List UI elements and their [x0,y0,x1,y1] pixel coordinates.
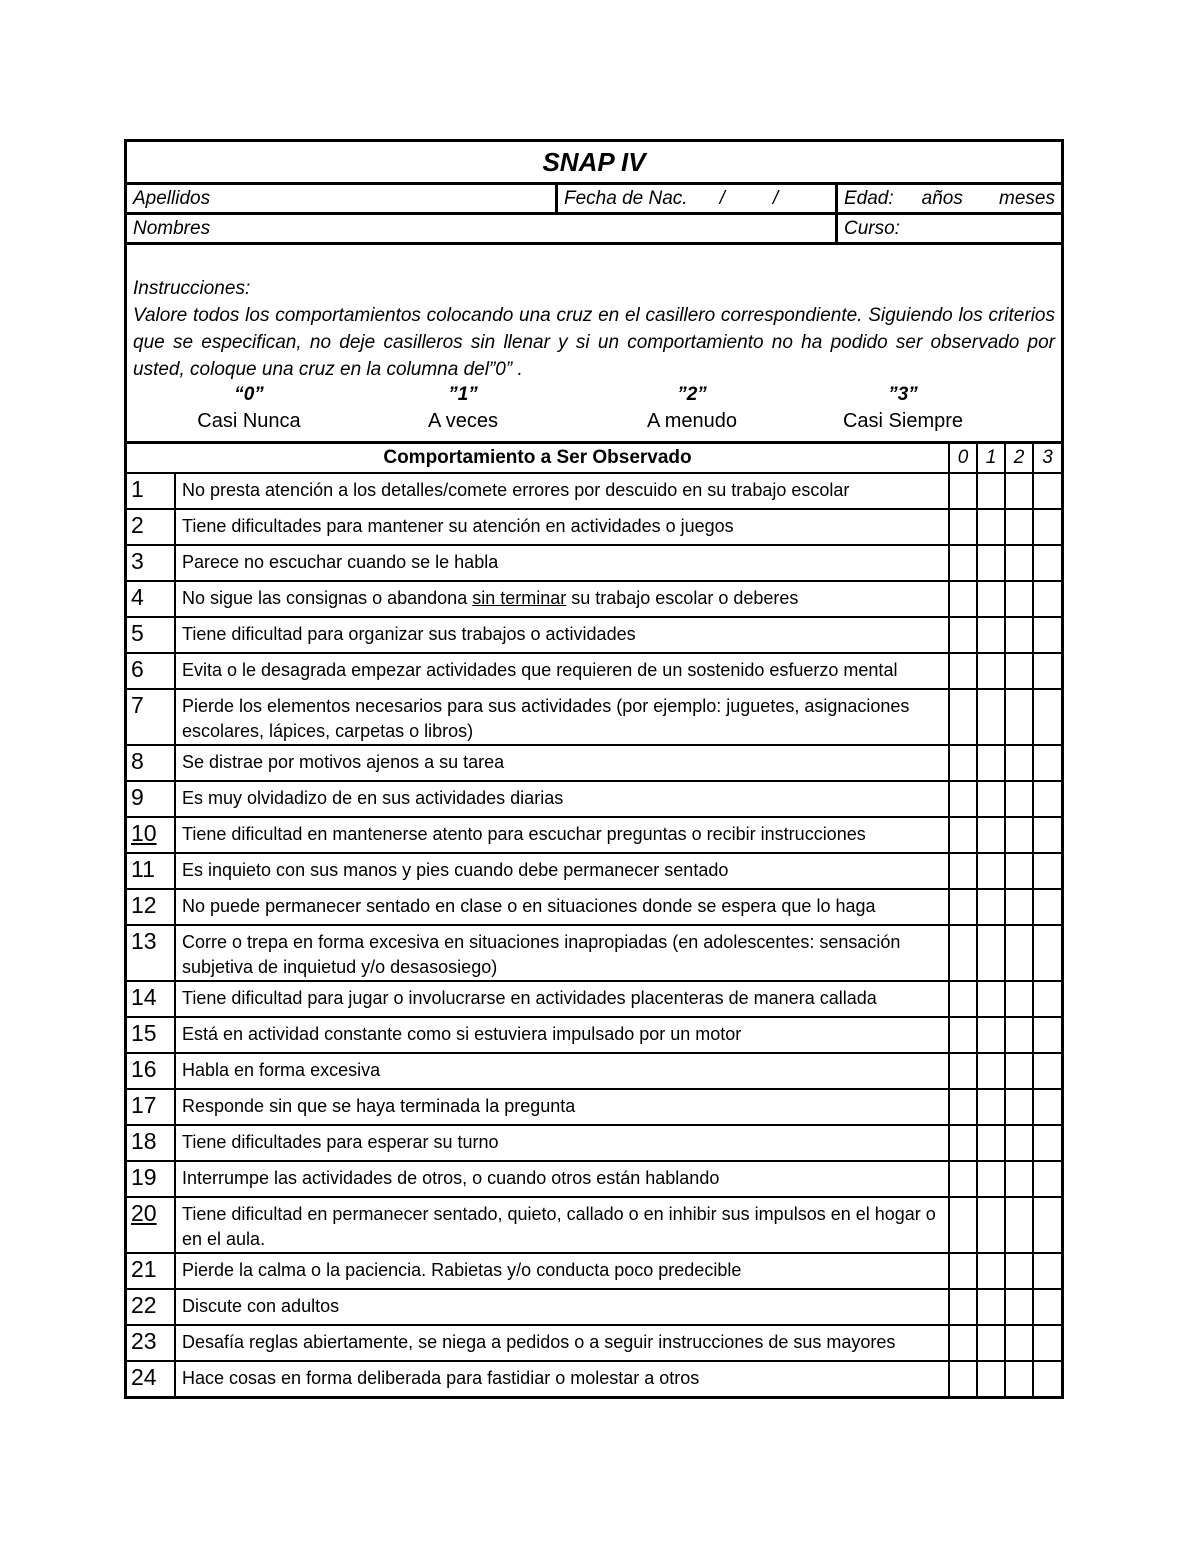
item-number: 19 [127,1161,175,1197]
score-box-0[interactable] [949,1289,977,1325]
score-box-1[interactable] [977,473,1005,509]
score-box-3[interactable] [1033,1053,1061,1089]
table-row [127,1361,1061,1396]
score-box-2[interactable] [1005,1017,1033,1053]
table-row [127,689,1061,745]
item-text: Tiene dificultades para mantener su atención en actividades o juegos [175,509,949,545]
score-box-0[interactable] [949,1253,977,1289]
table-row [127,509,1061,545]
score-box-1[interactable] [977,745,1005,781]
score-box-1[interactable] [977,1017,1005,1053]
fecha-nac-label: Fecha de Nac. [564,188,688,209]
score-box-1[interactable] [977,1253,1005,1289]
score-box-3[interactable] [1033,1197,1061,1253]
score-box-1[interactable] [977,545,1005,581]
item-text: Interrumpe las actividades de otros, o cuando otros están hablando [175,1161,949,1197]
item-number: 18 [127,1125,175,1161]
score-box-1[interactable] [977,817,1005,853]
nombres-label: Nombres [133,218,211,239]
table-row [127,817,1061,853]
item-number: 20 [127,1197,175,1253]
score-box-0[interactable] [949,617,977,653]
score-box-1[interactable] [977,581,1005,617]
score-box-1[interactable] [977,981,1005,1017]
table-row [127,1325,1061,1361]
item-number: 8 [127,745,175,781]
score-box-1[interactable] [977,653,1005,689]
date-separator: / [772,188,779,209]
score-box-2[interactable] [1005,1197,1033,1253]
score-box-3[interactable] [1033,1289,1061,1325]
scale-key: “0” [234,384,264,405]
score-box-2[interactable] [1005,1053,1033,1089]
snap-iv-form [124,139,1064,1399]
score-box-1[interactable] [977,781,1005,817]
score-box-2[interactable] [1005,925,1033,981]
score-box-3[interactable] [1033,889,1061,925]
score-box-0[interactable] [949,1017,977,1053]
instructions-text: Valore todos los comportamientos colocando una cruz en el casillero correspondiente. Siguiendo los criterios que se especifican, no deje casilleros sin llenar y si un comportamiento no ha podido ser observado por usted, coloque una cruz en la columna del”0” . [133,305,1055,380]
scale-key: ”1” [448,384,478,405]
score-box-3[interactable] [1033,981,1061,1017]
table-row [127,1089,1061,1125]
apellidos-field[interactable] [127,185,558,212]
table-row [127,781,1061,817]
table-row [127,545,1061,581]
date-separator: / [719,188,725,209]
apellidos-label: Apellidos [133,188,211,209]
edad-field[interactable] [838,185,1061,212]
score-box-3[interactable] [1033,1161,1061,1197]
score-box-3[interactable] [1033,689,1061,745]
score-box-0[interactable] [949,781,977,817]
anos-label: años [921,188,963,209]
table-row [127,745,1061,781]
table-row [127,581,1061,617]
score-box-3[interactable] [1033,473,1061,509]
item-number: 12 [127,889,175,925]
score-box-3[interactable] [1033,617,1061,653]
score-box-2[interactable] [1005,1289,1033,1325]
score-box-0[interactable] [949,1053,977,1089]
table-row [127,1125,1061,1161]
score-box-2[interactable] [1005,1361,1033,1396]
item-text: Tiene dificultad en mantenerse atento para escuchar preguntas o recibir instrucciones [175,817,949,853]
score-box-2[interactable] [1005,1089,1033,1125]
score-box-3[interactable] [1033,545,1061,581]
item-text: Tiene dificultad para jugar o involucrarse en actividades placenteras de manera callada [175,981,949,1017]
score-box-0[interactable] [949,581,977,617]
score-box-0[interactable] [949,981,977,1017]
instructions-label: Instrucciones: [133,278,251,299]
scale-label: Casi Nunca [197,410,301,432]
scale-key: ”3” [888,384,918,405]
score-box-0[interactable] [949,473,977,509]
score-box-3[interactable] [1033,1089,1061,1125]
scale-0 [133,383,365,435]
item-text: Tiene dificultades para esperar su turno [175,1125,949,1161]
header-row-2 [127,215,1061,245]
table-row [127,1197,1061,1253]
item-number: 21 [127,1253,175,1289]
instructions-section [127,245,1061,444]
item-text: Tiene dificultad para organizar sus trabajos o actividades [175,617,949,653]
score-box-0[interactable] [949,925,977,981]
item-number: 13 [127,925,175,981]
fecha-nac-field[interactable] [558,185,838,212]
table-row [127,1053,1061,1089]
item-text: Parece no escuchar cuando se le habla [175,545,949,581]
scale-label: Casi Siempre [842,410,964,432]
score-box-1[interactable] [977,925,1005,981]
score-box-3[interactable] [1033,1017,1061,1053]
scale-3 [823,383,983,435]
score-box-0[interactable] [949,817,977,853]
item-text: Discute con adultos [175,1289,949,1325]
score-box-1[interactable] [977,509,1005,545]
item-number: 7 [127,689,175,745]
score-box-2[interactable] [1005,745,1033,781]
table-row [127,1017,1061,1053]
score-box-1[interactable] [977,1289,1005,1325]
item-text: Es inquieto con sus manos y pies cuando debe permanecer sentado [175,853,949,889]
item-number: 23 [127,1325,175,1361]
score-box-3[interactable] [1033,781,1061,817]
item-number: 1 [127,473,175,509]
score-box-0[interactable] [949,1361,977,1396]
score-box-1[interactable] [977,1089,1005,1125]
score-box-1[interactable] [977,1361,1005,1396]
table-row [127,473,1061,509]
item-number: 10 [127,817,175,853]
table-row [127,1161,1061,1197]
item-number: 3 [127,545,175,581]
score-box-0[interactable] [949,545,977,581]
score-box-1[interactable] [977,853,1005,889]
score-box-0[interactable] [949,509,977,545]
score-box-3[interactable] [1033,745,1061,781]
item-text: Desafía reglas abiertamente, se niega a pedidos o a seguir instrucciones de sus mayores [175,1325,949,1361]
item-text: Responde sin que se haya terminada la pregunta [175,1089,949,1125]
score-box-2[interactable] [1005,1125,1033,1161]
item-number: 9 [127,781,175,817]
scale-2 [561,383,823,435]
table-row [127,981,1061,1017]
item-number: 22 [127,1289,175,1325]
score-box-3[interactable] [1033,925,1061,981]
item-text: Habla en forma excesiva [175,1053,949,1089]
score-box-3[interactable] [1033,1361,1061,1396]
score-box-1[interactable] [977,1125,1005,1161]
score-box-3[interactable] [1033,853,1061,889]
item-text: Pierde los elementos necesarios para sus actividades (por ejemplo: juguetes, asignaciones escolares, lápices, carpetas o libros) [175,689,949,745]
item-text: Es muy olvidadizo de en sus actividades diarias [175,781,949,817]
score-box-0[interactable] [949,689,977,745]
score-box-1[interactable] [977,689,1005,745]
item-number: 16 [127,1053,175,1089]
score-box-0[interactable] [949,1161,977,1197]
score-box-3[interactable] [1033,1325,1061,1361]
score-header-2: 2 [1005,444,1033,473]
score-box-3[interactable] [1033,509,1061,545]
score-box-2[interactable] [1005,781,1033,817]
item-text: Se distrae por motivos ajenos a su tarea [175,745,949,781]
scale-label: A menudo [646,410,738,432]
table-row [127,889,1061,925]
score-box-2[interactable] [1005,1161,1033,1197]
score-box-2[interactable] [1005,617,1033,653]
score-box-3[interactable] [1033,1125,1061,1161]
item-text: Hace cosas en forma deliberada para fastidiar o molestar a otros [175,1361,949,1396]
score-box-0[interactable] [949,1197,977,1253]
rating-scale [133,383,1055,435]
score-box-2[interactable] [1005,545,1033,581]
item-number: 5 [127,617,175,653]
item-number: 2 [127,509,175,545]
behavior-table [127,444,1061,1396]
item-text: Está en actividad constante como si estuviera impulsado por un motor [175,1017,949,1053]
score-header-3: 3 [1033,444,1061,473]
edad-label: Edad: [844,188,894,209]
score-box-2[interactable] [1005,1325,1033,1361]
score-box-0[interactable] [949,1125,977,1161]
score-box-3[interactable] [1033,653,1061,689]
score-box-1[interactable] [977,1161,1005,1197]
table-row [127,925,1061,981]
item-number: 14 [127,981,175,1017]
score-header-1: 1 [977,444,1005,473]
score-box-3[interactable] [1033,817,1061,853]
item-text: No presta atención a los detalles/comete errores por descuido en su trabajo escolar [175,473,949,509]
score-box-1[interactable] [977,1325,1005,1361]
curso-field[interactable] [838,215,1061,242]
curso-label: Curso: [844,218,900,239]
score-header-0: 0 [949,444,977,473]
score-box-2[interactable] [1005,853,1033,889]
item-text: No sigue las consignas o abandona sin terminar su trabajo escolar o deberes [175,581,949,617]
score-box-2[interactable] [1005,653,1033,689]
score-box-2[interactable] [1005,1253,1033,1289]
scale-key: ”2” [677,384,707,405]
score-box-2[interactable] [1005,509,1033,545]
score-box-2[interactable] [1005,689,1033,745]
score-box-2[interactable] [1005,817,1033,853]
score-box-1[interactable] [977,617,1005,653]
scale-1 [365,383,561,435]
score-box-2[interactable] [1005,889,1033,925]
score-box-2[interactable] [1005,981,1033,1017]
item-number: 17 [127,1089,175,1125]
table-row [127,617,1061,653]
score-box-0[interactable] [949,653,977,689]
score-box-1[interactable] [977,889,1005,925]
item-number: 24 [127,1361,175,1396]
behavior-column-header: Comportamiento a Ser Observado [127,444,949,473]
item-text: Corre o trepa en forma excesiva en situaciones inapropiadas (en adolescentes: sensación subjetiva de inquietud y/o desasosiego) [175,925,949,981]
score-box-0[interactable] [949,853,977,889]
item-text: Tiene dificultad en permanecer sentado, quieto, callado o en inhibir sus impulsos en el hogar o en el aula. [175,1197,949,1253]
score-box-2[interactable] [1005,581,1033,617]
table-row [127,653,1061,689]
item-number: 6 [127,653,175,689]
item-text: Evita o le desagrada empezar actividades que requieren de un sostenido esfuerzo mental [175,653,949,689]
score-box-0[interactable] [949,1089,977,1125]
item-text: No puede permanecer sentado en clase o en situaciones donde se espera que lo haga [175,889,949,925]
score-box-3[interactable] [1033,581,1061,617]
table-row [127,1253,1061,1289]
item-text: Pierde la calma o la paciencia. Rabietas y/o conducta poco predecible [175,1253,949,1289]
score-box-1[interactable] [977,1053,1005,1089]
scale-label: A veces [427,410,499,432]
meses-label: meses [999,188,1055,209]
score-box-0[interactable] [949,889,977,925]
table-row [127,1289,1061,1325]
form-title: SNAP IV [127,142,1061,185]
nombres-field[interactable] [127,215,838,242]
score-box-2[interactable] [1005,473,1033,509]
item-number: 11 [127,853,175,889]
score-box-0[interactable] [949,745,977,781]
item-number: 4 [127,581,175,617]
score-box-1[interactable] [977,1197,1005,1253]
score-box-3[interactable] [1033,1253,1061,1289]
header-row-1 [127,185,1061,215]
table-row [127,853,1061,889]
score-box-0[interactable] [949,1325,977,1361]
item-number: 15 [127,1017,175,1053]
